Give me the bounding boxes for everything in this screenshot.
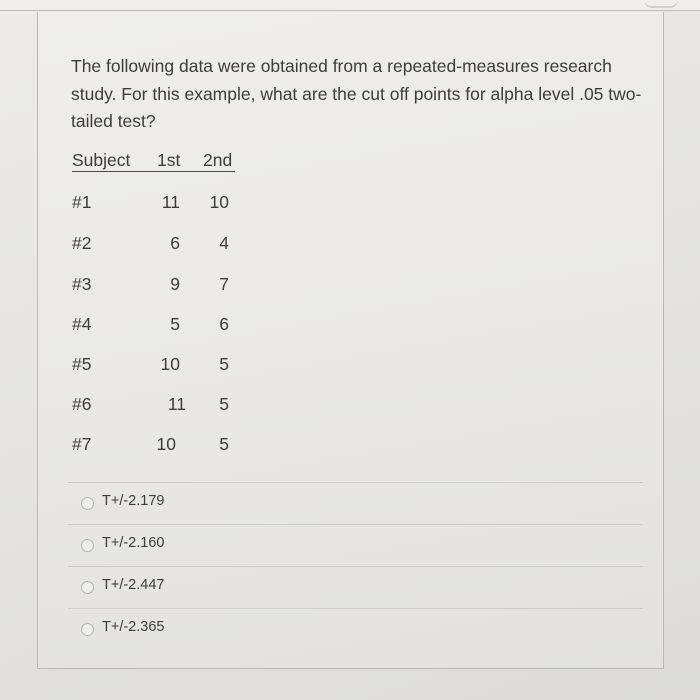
row-4-subject: #4 [72,314,92,334]
radio-button[interactable] [81,623,94,636]
row-6-first: 11 [167,394,186,414]
header-scores-underline [132,171,235,172]
radio-button[interactable] [81,497,94,510]
row-6-second: 5 [219,394,229,414]
answer-option[interactable] [68,608,643,650]
row-7-first: 10 [156,434,176,454]
row-2-first: 6 [170,233,180,253]
row-2-second: 4 [219,233,229,253]
row-4-first: 5 [170,314,180,334]
row-7-subject: #7 [72,434,92,454]
answer-option[interactable] [68,524,643,566]
row-5-subject: #5 [72,354,92,374]
radio-button[interactable] [81,581,94,594]
row-1-second: 10 [209,192,229,212]
row-3-second: 7 [219,274,229,294]
top-bar [0,0,700,11]
answer-options [68,482,643,650]
header-second: 2nd [203,150,233,170]
row-3-subject: #3 [72,274,92,294]
answer-option-label[interactable]: T+/-2.160 [102,535,165,551]
row-3-first: 9 [170,274,180,294]
header-first: 1st [157,150,181,170]
header-subject-underline [72,171,132,172]
row-1-subject: #1 [72,192,92,212]
row-6-subject: #6 [72,394,92,414]
answer-option[interactable] [68,566,643,608]
answer-option[interactable] [68,482,643,524]
row-7-second: 5 [219,434,229,454]
row-2-subject: #2 [72,233,92,253]
top-corner-mark [644,0,678,8]
question-text: The following data were obtained from a repeated-measures research study. For this example, what are the cut off points for alpha level .05 two-tailed test? [71,56,642,131]
answer-option-label[interactable]: T+/-2.365 [102,619,165,635]
row-1-first: 11 [161,192,180,212]
header-subject: Subject [72,150,131,170]
answer-option-label[interactable]: T+/-2.179 [102,493,165,509]
row-4-second: 6 [219,314,229,334]
row-5-second: 5 [219,354,229,374]
radio-button[interactable] [81,539,94,552]
answer-option-label[interactable]: T+/-2.447 [102,577,165,593]
row-5-first: 10 [160,354,180,374]
